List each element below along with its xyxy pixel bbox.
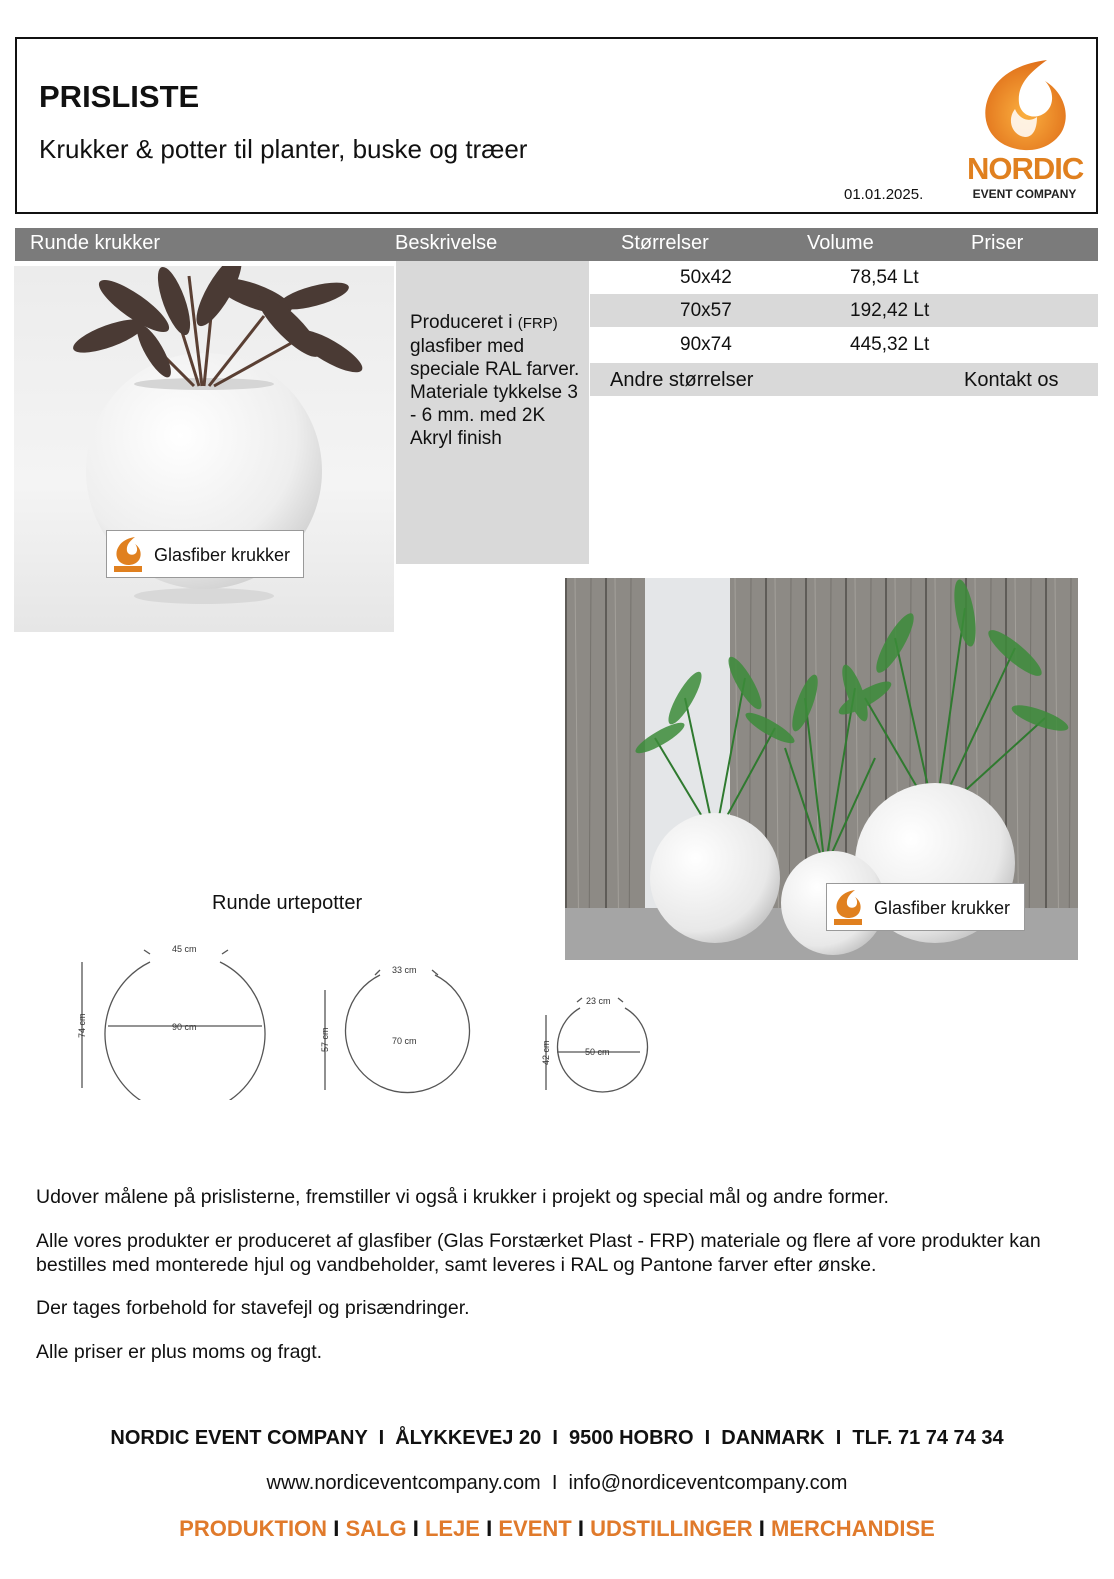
description-frp: (FRP) [517,315,558,332]
volume-cell: 445,32 Lt [850,334,930,355]
table-row [590,294,1098,327]
paragraph-4: Alle priser er plus moms og fragt. [36,1341,323,1363]
pot3-top-label: 23 cm [586,996,611,1006]
footer-address: NORDIC EVENT COMPANY I ÅLYKKEVEJ 20 I 9500 HOBRO I DANMARK I TLF. 71 74 74 34 [110,1427,1004,1449]
service-merchandise: MERCHANDISE [771,1516,935,1541]
table-row-other-sizes [590,363,1098,396]
service-salg: SALG [345,1516,407,1541]
separator: I [412,1516,419,1541]
pot1-height-label: 74 cm [77,1013,87,1038]
pot-outline-medium [346,975,470,1093]
contact-label: Kontakt os [964,369,1059,391]
separator: I [577,1516,584,1541]
mini-logo-icon [832,888,864,928]
badge-glasfiber-2 [826,883,1025,931]
page-subtitle: Krukker & potter til planter, buske og træer [39,134,528,164]
diagram-caption: Runde urtepotter [212,892,363,914]
size-cell: 70x57 [680,300,732,321]
description-prefix: Produceret i [410,312,518,333]
pot1-width-label: 90 cm [172,1022,197,1032]
service-leje: LEJE [424,1516,480,1541]
volume-cell: 192,42 Lt [850,300,930,321]
description-rest: glasfiber med speciale RAL farver. Materiale tykkelse 3 - 6 mm. med 2K Akryl finish [410,336,580,449]
footer-services [0,1516,1114,1542]
description-cell [396,261,589,564]
separator: I [486,1516,493,1541]
separator: I [758,1516,765,1541]
pot3-width-label: 50 cm [585,1047,610,1057]
pot3-height-label: 42 cm [541,1040,551,1065]
col-priser: Priser [971,232,1024,254]
service-udstillinger: UDSTILLINGER [590,1516,753,1541]
volume-cell: 78,54 Lt [850,267,919,288]
table-row [590,328,1098,361]
pot2-top-label: 33 cm [392,965,417,975]
col-stoerrelser: Størrelser [621,232,709,254]
col-runde-krukker: Runde krukker [30,232,161,254]
badge-glasfiber-1 [106,530,304,578]
pot-dimension-diagram [70,940,670,1100]
badge-label: Glasfiber krukker [154,545,291,565]
logo-subtext: EVENT COMPANY [972,187,1077,201]
company-logo [967,55,1082,205]
separator: I [333,1516,340,1541]
date: 01.01.2025. [844,186,924,203]
paragraph-1: Udover målene på prislisterne, fremstiller vi også i krukker i projekt og special mål og andre former. [36,1186,889,1208]
header-box [15,37,1098,214]
service-event: EVENT [498,1516,572,1541]
flame-logo-icon [967,55,1082,155]
col-volume: Volume [807,232,874,254]
badge-label: Glasfiber krukker [874,898,1011,918]
other-sizes-label: Andre størrelser [610,369,754,391]
size-cell: 50x42 [680,267,732,288]
page-title: PRISLISTE [39,79,200,114]
mini-logo-icon [112,535,144,575]
footer-contact: www.nordiceventcompany.com I info@nordiceventcompany.com [266,1472,848,1494]
col-beskrivelse: Beskrivelse [395,232,498,254]
table-row [590,261,1098,294]
table-header [15,228,1098,261]
pot2-width-label: 70 cm [392,1036,417,1046]
pot2-height-label: 57 cm [320,1027,330,1052]
size-cell: 90x74 [680,334,732,355]
service-produktion: PRODUKTION [179,1516,328,1541]
logo-text: NORDIC [967,151,1084,186]
paragraph-2: Alle vores produkter er produceret af glasfiber (Glas Forstærket Plast - FRP) materiale og flere af vore produkter kan bestilles med monterede hjul og vandbeholder, samt leveres i RAL og Pantone farver efter ønske. [36,1230,1041,1276]
pot1-top-label: 45 cm [172,944,197,954]
paragraph-3: Der tages forbehold for stavefejl og prisændringer. [36,1297,470,1319]
description-text [410,311,585,450]
